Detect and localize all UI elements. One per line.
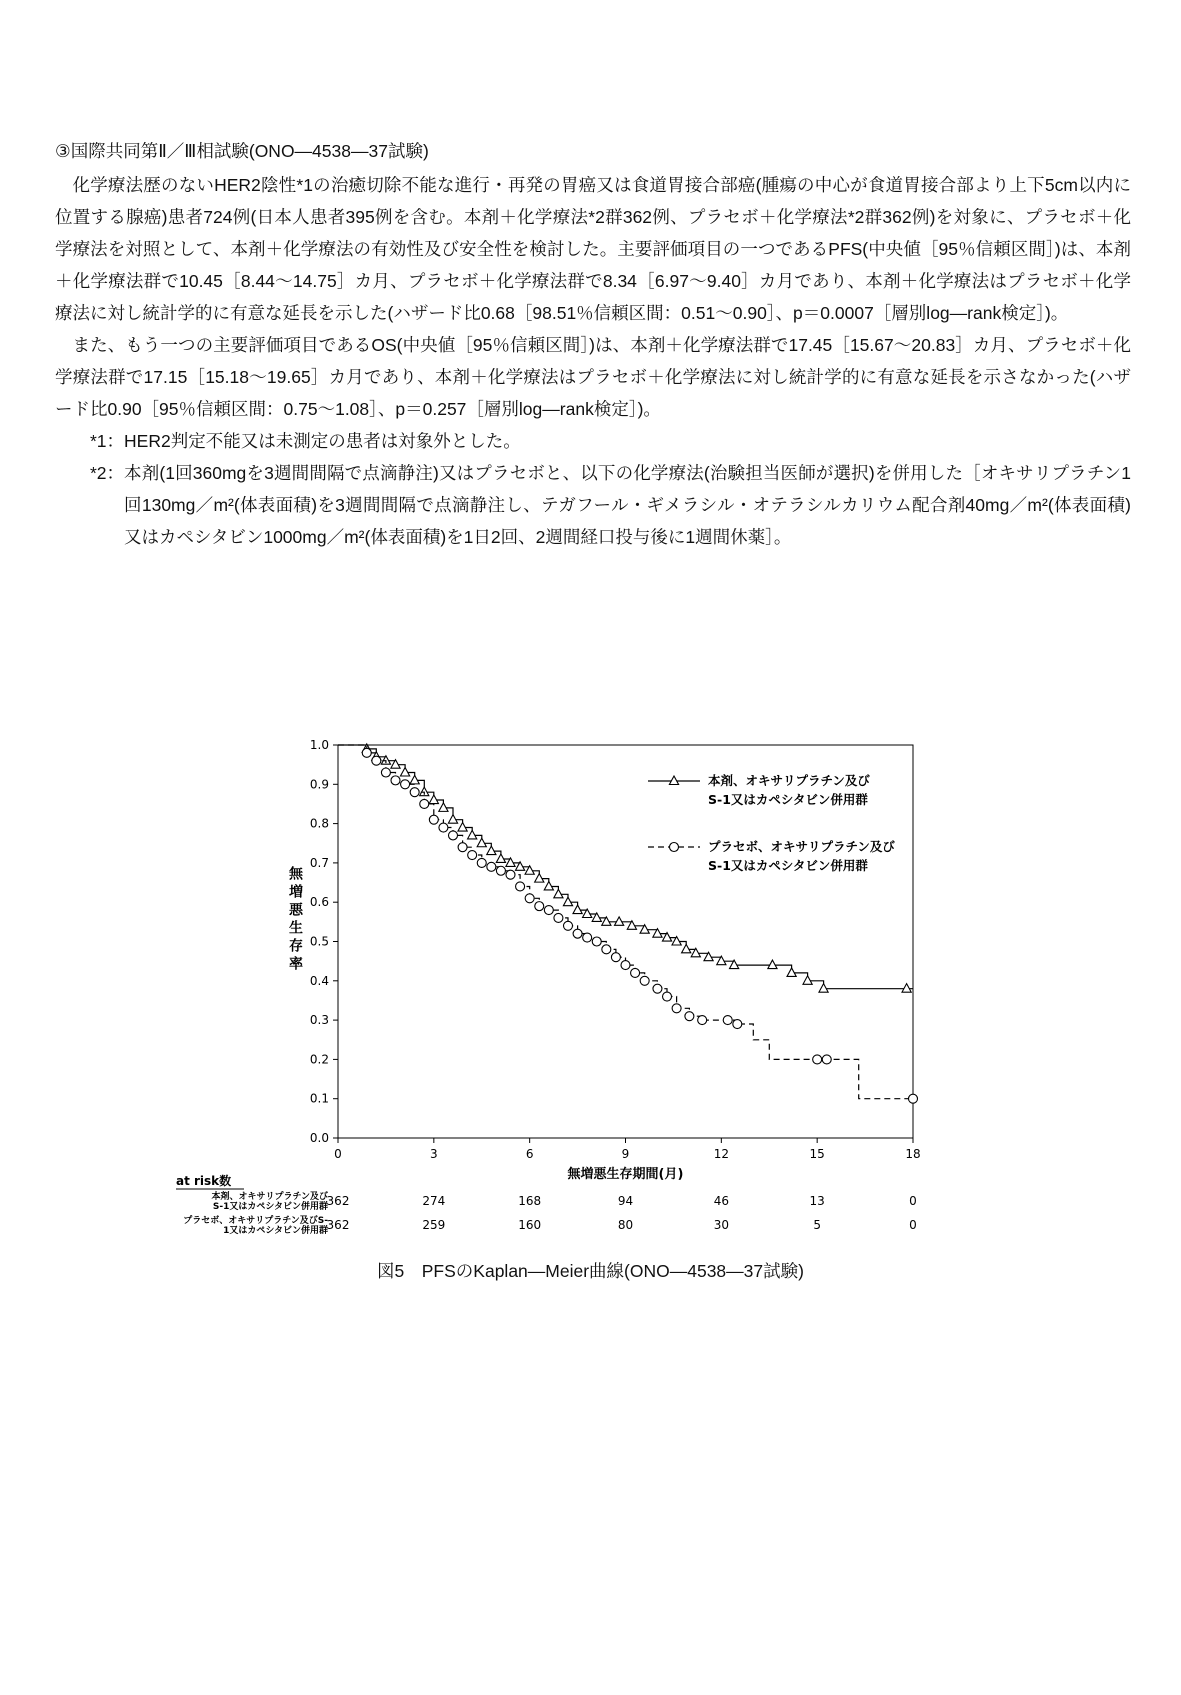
footnote-2-text: 本剤(1回360mgを3週間間隔で点滴静注)又はプラセボと、以下の化学療法(治験担当医師が選択)を併用した［オキサリプラチン1回130mg／m²(体表面積)を3週間間隔で点滴静注し、テガフール・ギメラシル・オテラシルカリウム配合剤40mg／m²(体表面積)又はカペシタビン1000mg／m²(体表面積)を1日2回、2週間経口投与後に1週間休薬］。 [124, 463, 1131, 547]
svg-text:無: 無 [289, 866, 303, 883]
footnote-1-text: HER2判定不能又は未測定の患者は対象外とした。 [124, 431, 521, 451]
svg-text:168: 168 [518, 1194, 542, 1208]
svg-text:0: 0 [909, 1194, 917, 1208]
svg-text:S-1又はカペシタビン併用群: S-1又はカペシタビン併用群 [708, 792, 868, 807]
svg-text:0.3: 0.3 [309, 1013, 329, 1028]
svg-text:S-1又はカペシタビン併用群: S-1又はカペシタビン併用群 [708, 858, 868, 873]
svg-text:0.5: 0.5 [309, 934, 329, 949]
svg-text:0: 0 [334, 1147, 342, 1161]
svg-text:0.0: 0.0 [309, 1131, 329, 1145]
svg-text:9: 9 [621, 1147, 630, 1161]
pfs-km-chart [168, 733, 938, 1243]
svg-text:at risk数: at risk数 [176, 1174, 232, 1188]
svg-text:259: 259 [422, 1218, 446, 1232]
svg-text:本剤、オキサリプラチン及び: 本剤、オキサリプラチン及び [708, 773, 870, 788]
svg-text:存: 存 [289, 938, 303, 955]
svg-text:0.9: 0.9 [309, 777, 329, 792]
footnote-2 [90, 457, 1131, 553]
svg-text:0.7: 0.7 [309, 855, 329, 870]
svg-text:362: 362 [326, 1218, 350, 1232]
svg-text:5: 5 [813, 1218, 821, 1232]
section-heading: ③国際共同第Ⅱ／Ⅲ相試験(ONO—4538—37試験) [55, 141, 429, 161]
svg-text:0.1: 0.1 [309, 1091, 329, 1106]
svg-text:15: 15 [809, 1147, 825, 1161]
svg-text:3: 3 [430, 1147, 438, 1161]
svg-text:18: 18 [905, 1147, 921, 1161]
svg-text:増: 増 [289, 884, 303, 901]
svg-text:6: 6 [525, 1147, 534, 1161]
document-body [55, 135, 1131, 553]
svg-text:160: 160 [518, 1218, 542, 1232]
svg-text:13: 13 [809, 1194, 825, 1208]
svg-text:S-1又はカペシタビン併用群: S-1又はカペシタビン併用群 [212, 1202, 328, 1212]
svg-text:プラセボ、オキサリプラチン及び: プラセボ、オキサリプラチン及び [708, 839, 895, 854]
svg-text:率: 率 [289, 956, 303, 973]
svg-text:本剤、オキサリプラチン及び: 本剤、オキサリプラチン及び [211, 1192, 328, 1202]
footnote-1 [90, 425, 1131, 457]
svg-text:12: 12 [713, 1147, 729, 1161]
svg-text:1又はカペシタビン併用群: 1又はカペシタビン併用群 [223, 1226, 328, 1236]
svg-text:0: 0 [909, 1218, 917, 1232]
svg-text:無増悪生存期間(月): 無増悪生存期間(月) [567, 1167, 684, 1182]
svg-text:生: 生 [289, 920, 303, 937]
svg-text:94: 94 [617, 1194, 634, 1208]
svg-text:0.4: 0.4 [309, 973, 329, 988]
svg-text:274: 274 [422, 1194, 446, 1208]
footnotes [90, 425, 1131, 553]
svg-text:362: 362 [326, 1194, 350, 1208]
paragraph-os: また、もう一つの主要評価項目であるOS(中央値［95％信頼区間］)は、本剤＋化学療法群で17.45［15.67～20.83］カ月、プラセボ＋化学療法群で17.15［15.18～19.65］カ月であり、本剤＋化学療法はプラセボ＋化学療法に対し統計学的に有意な延長を示さなかった(ハザード比0.90［95％信頼区間：0.75～1.08］、p＝0.257［層別log—rank検定］)。 [55, 335, 1131, 419]
svg-text:80: 80 [617, 1218, 634, 1232]
svg-text:0.8: 0.8 [309, 816, 329, 831]
svg-text:プラセボ、オキサリプラチン及びS-: プラセボ、オキサリプラチン及びS- [183, 1216, 328, 1226]
svg-text:30: 30 [713, 1218, 729, 1232]
svg-text:悪: 悪 [289, 902, 303, 919]
footnote-2-marker: *2： [90, 463, 125, 483]
paragraph-pfs: 化学療法歴のないHER2陰性*1の治癒切除不能な進行・再発の胃癌又は食道胃接合部癌(腫瘍の中心が食道胃接合部より上下5cm以内に位置する腺癌)患者724例(日本人患者395例を含む。本剤＋化学療法*2群362例、プラセボ＋化学療法*2群362例)を対象に、プラセボ＋化学療法を対照として、本剤＋化学療法の有効性及び安全性を検討した。主要評価項目の一つであるPFS(中央値［95％信頼区間］)は、本剤＋化学療法群で10.45［8.44～14.75］カ月、プラセボ＋化学療法群で8.34［6.97～9.40］カ月であり、本剤＋化学療法はプラセボ＋化学療法に対し統計学的に有意な延長を示した(ハザード比0.68［98.51％信頼区間：0.51～0.90］、p＝0.0007［層別log—rank検定］)。 [55, 175, 1131, 323]
footnote-1-marker: *1： [90, 431, 125, 451]
svg-text:0.6: 0.6 [309, 895, 329, 910]
svg-text:1.0: 1.0 [309, 738, 329, 752]
svg-text:46: 46 [713, 1194, 729, 1208]
figure-caption: 図5 PFSのKaplan—Meier曲線(ONO—4538—37試験) [377, 1261, 804, 1281]
pfs-kaplan-meier-figure [168, 733, 938, 1243]
svg-text:0.2: 0.2 [309, 1052, 329, 1067]
